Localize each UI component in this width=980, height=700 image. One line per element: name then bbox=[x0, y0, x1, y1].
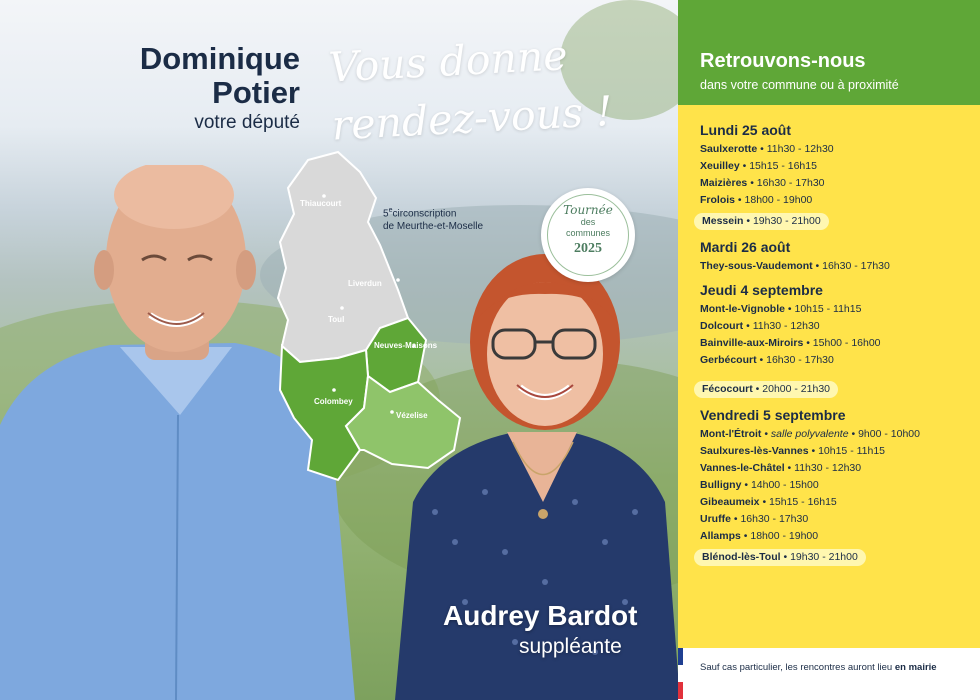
entry-time: 16h30 - 17h30 bbox=[756, 177, 825, 189]
schedule-header bbox=[678, 0, 980, 105]
schedule-entry bbox=[700, 426, 970, 443]
headline-line2: rendez-vous ! bbox=[330, 86, 614, 150]
entry-time: 15h15 - 16h15 bbox=[769, 496, 837, 508]
entry-separator: • bbox=[808, 445, 819, 457]
schedule-entry-highlight bbox=[694, 549, 866, 566]
entry-town: Bainville-aux-Miroirs bbox=[700, 337, 804, 349]
entry-town: Saulxures-lès-Vannes bbox=[700, 445, 809, 457]
schedule-entry bbox=[700, 335, 970, 352]
circonscription-line2: de Meurthe-et-Moselle bbox=[383, 221, 484, 233]
entry-time: 20h00 - 21h30 bbox=[762, 383, 831, 395]
entry-separator: • bbox=[848, 428, 859, 440]
entry-time: 10h15 - 11h15 bbox=[794, 303, 862, 315]
schedule-entry bbox=[700, 258, 970, 275]
entry-separator: • bbox=[784, 462, 795, 474]
map-label-neuves-maisons: Neuves-Maisons bbox=[374, 341, 438, 350]
schedule-entry bbox=[700, 528, 970, 545]
schedule-panel bbox=[678, 0, 980, 700]
entry-separator: • bbox=[757, 143, 767, 155]
entry-separator: • bbox=[784, 303, 795, 315]
map-label-toul: Toul bbox=[328, 315, 345, 324]
entry-town: Messein bbox=[702, 215, 744, 227]
entry-town: Maizières bbox=[700, 177, 748, 189]
map-label-thiaucourt: Thiaucourt bbox=[300, 199, 342, 208]
circonscription-line1: circonscription bbox=[392, 208, 457, 220]
schedule-footer bbox=[678, 648, 980, 700]
badge-year: 2025 bbox=[574, 241, 602, 256]
entry-town: Uruffe bbox=[700, 513, 731, 525]
entry-town: Blénod-lès-Toul bbox=[702, 551, 781, 563]
entry-separator: • bbox=[761, 428, 771, 440]
candidate-first-name: Dominique bbox=[139, 41, 300, 76]
schedule-list bbox=[700, 122, 970, 575]
entry-time: 10h15 - 11h15 bbox=[818, 445, 886, 457]
entry-separator: • bbox=[780, 551, 791, 563]
day-title: Vendredi 5 septembre bbox=[700, 407, 846, 423]
entry-town: Mont-l'Étroit bbox=[700, 428, 762, 440]
schedule-day bbox=[700, 122, 970, 232]
entry-time: 16h30 - 17h30 bbox=[740, 513, 809, 525]
schedule-entry bbox=[700, 301, 970, 318]
entry-time: 11h30 - 12h30 bbox=[752, 320, 820, 332]
schedule-entry bbox=[700, 460, 970, 477]
entry-time: 15h00 - 16h00 bbox=[812, 337, 881, 349]
entry-separator: • bbox=[739, 160, 750, 172]
circonscription-suffix: e bbox=[388, 207, 393, 214]
entry-town: Mont-le-Vignoble bbox=[700, 303, 785, 315]
substitute-name: Audrey Bardot bbox=[443, 600, 638, 631]
entry-town: Vannes-le-Châtel bbox=[700, 462, 785, 474]
entry-separator: • bbox=[752, 383, 763, 395]
schedule-entry-highlight bbox=[694, 381, 838, 398]
map-label-liverdun: Liverdun bbox=[348, 279, 382, 288]
footer-text: Sauf cas particulier, les rencontres auront lieu bbox=[700, 662, 893, 673]
day-title: Jeudi 4 septembre bbox=[700, 282, 823, 298]
schedule-entry bbox=[700, 477, 970, 494]
entry-separator: • bbox=[743, 320, 753, 332]
entry-separator: • bbox=[730, 513, 741, 525]
map-label-vezelise: Vézelise bbox=[396, 411, 428, 420]
entry-separator: • bbox=[741, 479, 751, 491]
schedule-subtitle: dans votre commune ou à proximité bbox=[700, 78, 899, 92]
circonscription-number: 5 bbox=[383, 208, 389, 220]
map-region-colombey bbox=[280, 346, 368, 480]
schedule-entry bbox=[700, 443, 970, 460]
schedule-entry bbox=[700, 511, 970, 528]
schedule-day bbox=[700, 282, 970, 400]
headline bbox=[327, 21, 663, 154]
badge-word3: communes bbox=[565, 228, 610, 238]
schedule-entry bbox=[700, 494, 970, 511]
entry-town: Gibeaumeix bbox=[700, 496, 760, 508]
entry-separator: • bbox=[735, 194, 745, 206]
candidate-name-block bbox=[140, 42, 300, 134]
entry-separator: • bbox=[759, 496, 770, 508]
badge-word1: Tournée bbox=[563, 203, 613, 217]
entry-town: Frolois bbox=[700, 194, 736, 206]
entry-separator: • bbox=[812, 260, 823, 272]
entry-town: Bulligny bbox=[700, 479, 742, 491]
headline-line1: Vous donne bbox=[327, 31, 569, 92]
entry-town: They-sous-Vaudemont bbox=[700, 260, 813, 272]
candidate-role: votre député bbox=[194, 112, 300, 133]
entry-time: 9h00 - 10h00 bbox=[858, 428, 920, 440]
schedule-entry-highlight bbox=[694, 213, 829, 230]
schedule-entry bbox=[700, 192, 970, 209]
entry-time: 18h00 - 19h00 bbox=[750, 530, 819, 542]
schedule-entry bbox=[700, 175, 970, 192]
schedule-entry bbox=[700, 141, 970, 158]
day-title: Lundi 25 août bbox=[700, 122, 791, 138]
entry-time: 14h00 - 15h00 bbox=[750, 479, 819, 491]
schedule-entry bbox=[700, 158, 970, 175]
french-flag-icon bbox=[678, 648, 683, 700]
tour-badge bbox=[541, 188, 635, 282]
schedule-title: Retrouvons-nous bbox=[700, 50, 866, 72]
entry-time: 19h30 - 21h00 bbox=[790, 551, 858, 563]
entry-separator: • bbox=[747, 177, 757, 189]
entry-town: Gerbécourt bbox=[700, 354, 757, 366]
entry-town: Dolcourt bbox=[700, 320, 744, 332]
substitute-role: suppléante bbox=[519, 635, 622, 658]
circonscription-note bbox=[383, 204, 483, 233]
entry-town: Fécocourt bbox=[702, 383, 753, 395]
schedule-day bbox=[700, 407, 970, 568]
entry-time: 11h30 - 12h30 bbox=[766, 143, 834, 155]
footer-emphasis: en mairie bbox=[894, 662, 937, 673]
entry-time: 11h30 - 12h30 bbox=[794, 462, 862, 474]
entry-separator: • bbox=[740, 530, 751, 542]
entry-time: 19h30 - 21h00 bbox=[752, 215, 821, 227]
badge-word2: des bbox=[580, 217, 596, 227]
day-title: Mardi 26 août bbox=[700, 239, 791, 255]
entry-town: Allamps bbox=[700, 530, 741, 542]
entry-separator: • bbox=[756, 354, 767, 366]
candidate-last-name: Potier bbox=[212, 75, 300, 110]
entry-separator: • bbox=[743, 215, 753, 227]
entry-time: 16h30 - 17h30 bbox=[766, 354, 834, 366]
entry-time: 16h30 - 17h30 bbox=[822, 260, 890, 272]
entry-town: Xeuilley bbox=[700, 160, 740, 172]
entry-time: 18h00 - 19h00 bbox=[744, 194, 813, 206]
schedule-day bbox=[700, 239, 970, 275]
entry-town: Saulxerotte bbox=[700, 143, 758, 155]
entry-separator: • bbox=[803, 337, 813, 349]
constituency-map bbox=[268, 150, 488, 495]
map-label-colombey: Colombey bbox=[314, 397, 353, 406]
entry-venue: salle polyvalente bbox=[770, 428, 849, 440]
schedule-entry bbox=[700, 318, 970, 335]
schedule-entry bbox=[700, 352, 970, 369]
entry-time: 15h15 - 16h15 bbox=[749, 160, 817, 172]
